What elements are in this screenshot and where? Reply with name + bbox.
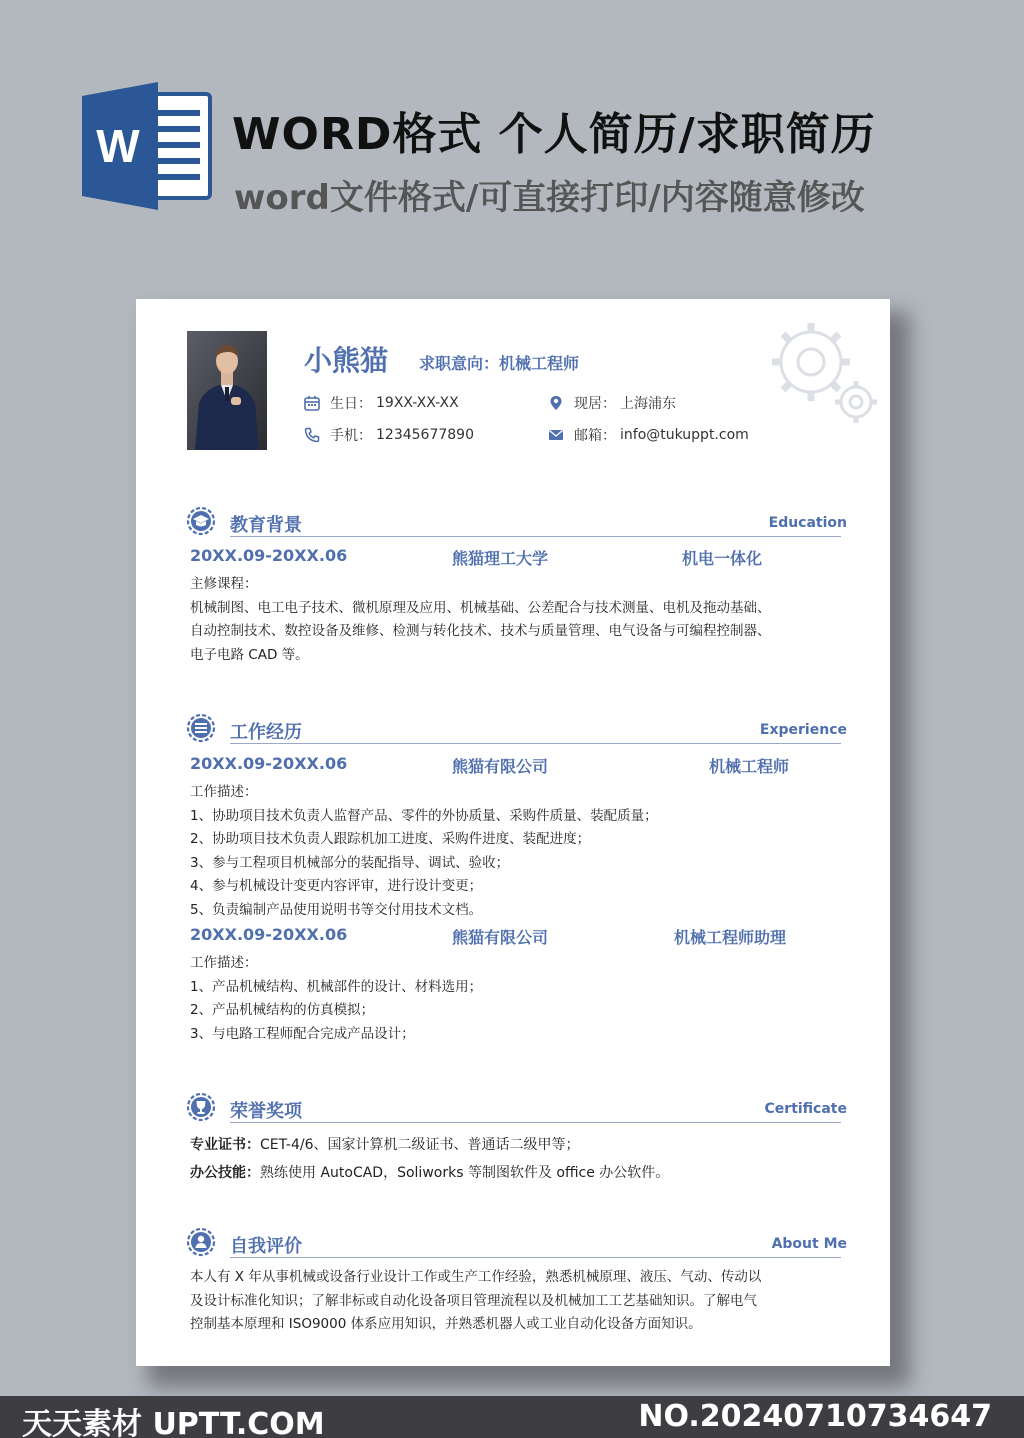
education-courses — [190, 573, 845, 667]
mail-icon — [548, 427, 564, 443]
section-title: 工作经历 — [230, 722, 302, 743]
text-line: 主修课程： — [190, 576, 258, 592]
job-role: 机械工程师 — [709, 757, 790, 776]
birth-label: 生日： — [330, 396, 372, 412]
section-title-en: Education — [768, 515, 847, 531]
skill-text: 熟练使用 AutoCAD，Soliworks 等制图软件及 office 办公软件。 — [260, 1165, 670, 1181]
text-line: 工作描述： — [190, 784, 258, 800]
calendar-icon — [304, 395, 320, 411]
job-intent: 求职意向：机械工程师 — [419, 354, 580, 373]
about-content — [190, 1266, 845, 1337]
job-company: 熊猫有限公司 — [452, 757, 549, 776]
banner — [0, 0, 1024, 255]
text-line: 4、参与机械设计变更内容评审，进行设计变更； — [190, 878, 483, 894]
phone-value: 12345677890 — [376, 427, 474, 443]
banner-title: WORD格式 个人简历/求职简历 — [232, 109, 876, 160]
experience-header — [186, 713, 847, 747]
text-line: 自动控制技术、数控设备及维修、检测与转化技术、技术与质量管理、电气设备与可编程控制器、 — [190, 623, 771, 639]
birth-value: 19XX-XX-XX — [376, 395, 459, 411]
birth-info — [304, 393, 459, 413]
cert-text: CET-4/6、国家计算机二级证书、普通话二级甲等； — [260, 1137, 580, 1153]
text-line: 及设计标准化知识；了解非标或自动化设备项目管理流程以及机械加工工艺基础知识。了解电气 — [190, 1292, 757, 1309]
education-school: 熊猫理工大学 — [452, 549, 549, 568]
section-title: 荣誉奖项 — [230, 1101, 302, 1122]
text-line: 2、产品机械结构的仿真模拟； — [190, 1002, 375, 1018]
location-value: 上海浦东 — [620, 396, 676, 412]
education-period: 20XX.09-20XX.06 — [190, 546, 348, 565]
avatar — [187, 331, 267, 450]
section-title-en: Certificate — [764, 1101, 847, 1117]
resume-page — [136, 299, 890, 1366]
section-title-en: Experience — [759, 722, 847, 738]
candidate-name: 小熊猫 — [304, 344, 389, 377]
section-divider — [230, 1122, 841, 1123]
text-line: 电子电路 CAD 等。 — [190, 646, 309, 663]
text-line: 工作描述： — [190, 955, 258, 971]
text-line: 5、负责编制产品使用说明书等交付用技术文档。 — [190, 901, 483, 918]
skill-line — [190, 1159, 845, 1187]
phone-info — [304, 425, 474, 445]
text-line: 机械制图、电工电子技术、微机原理及应用、机械基础、公差配合与技术测量、电机及拖动基础、 — [190, 599, 771, 616]
location-icon — [548, 395, 564, 411]
text-line: 控制基本原理和 ISO9000 体系应用知识，并熟悉机器人或工业自动化设备方面知识。 — [190, 1316, 702, 1332]
phone-label: 手机： — [330, 428, 372, 444]
person-icon — [186, 1227, 216, 1257]
footer-bar — [0, 1396, 1024, 1438]
text-line: 3、与电路工程师配合完成产品设计； — [190, 1025, 415, 1042]
honors-header — [186, 1092, 847, 1126]
skill-label: 办公技能： — [190, 1165, 260, 1181]
text-line: 1、产品机械结构、机械部件的设计、材料选用； — [190, 978, 483, 995]
email-label: 邮箱： — [574, 428, 616, 444]
education-major: 机电一体化 — [682, 549, 763, 568]
section-title-en: About Me — [771, 1236, 847, 1252]
trophy-icon — [186, 1092, 216, 1122]
list-icon — [186, 713, 216, 743]
section-divider — [230, 743, 841, 744]
email-value: info@tukuppt.com — [620, 427, 749, 443]
about-header — [186, 1227, 847, 1261]
location-label: 现居： — [574, 396, 616, 412]
phone-icon — [304, 427, 320, 443]
honors-content — [190, 1131, 845, 1187]
text-line: 2、协助项目技术负责人跟踪机加工进度、采购件进度、装配进度； — [190, 831, 591, 847]
cert-line — [190, 1131, 845, 1159]
cert-label: 专业证书： — [190, 1137, 260, 1153]
graduation-cap-icon — [186, 506, 216, 536]
job-description — [190, 781, 845, 922]
banner-subtitle: word文件格式/可直接打印/内容随意修改 — [234, 178, 865, 218]
job-role: 机械工程师助理 — [674, 928, 787, 947]
job-period: 20XX.09-20XX.06 — [190, 754, 348, 773]
svg-text:W: W — [96, 120, 140, 172]
section-divider — [230, 536, 841, 537]
footer-site: 天天素材 UPTT.COM — [22, 1407, 325, 1438]
text-line: 1、协助项目技术负责人监督产品、零件的外协质量、采购件质量、装配质量； — [190, 807, 658, 824]
section-title: 自我评价 — [230, 1236, 302, 1257]
job-period: 20XX.09-20XX.06 — [190, 925, 348, 944]
text-line: 3、参与工程项目机械部分的装配指导、调试、验收； — [190, 854, 510, 871]
text-line: 本人有 X 年从事机械或设备行业设计工作或生产工作经验，熟悉机械原理、液压、气动、传动以 — [190, 1269, 762, 1285]
job-description — [190, 952, 845, 1046]
footer-serial: NO.20240710734647 — [638, 1399, 992, 1434]
job-company: 熊猫有限公司 — [452, 928, 549, 947]
location-info — [548, 393, 676, 413]
section-divider — [230, 1257, 841, 1258]
word-logo-icon — [82, 82, 212, 210]
section-title: 教育背景 — [230, 515, 302, 536]
email-info — [548, 425, 749, 445]
gear-icon — [766, 317, 886, 427]
education-header — [186, 506, 847, 540]
